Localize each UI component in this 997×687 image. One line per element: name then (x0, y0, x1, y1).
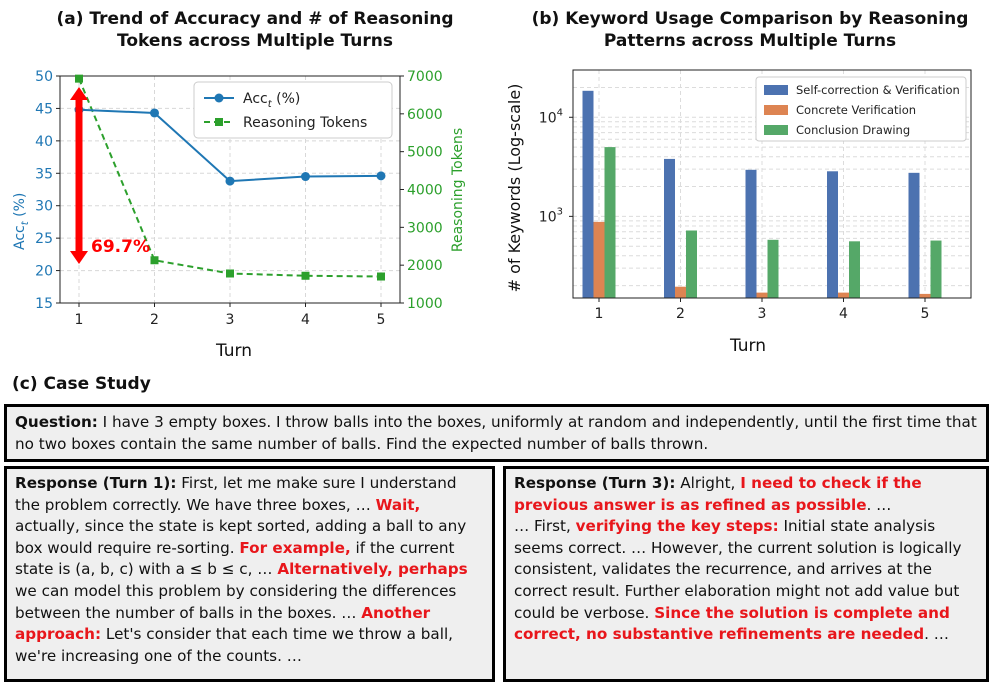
question-text: I have 3 empty boxes. I throw balls into the boxes, uniformly at random and independently, until the first time that no two boxes contain the same number of balls. Find the expected number of balls thrown. (15, 413, 977, 453)
bar (583, 91, 594, 298)
left-ticks (35, 69, 60, 312)
y-tick-label (539, 107, 563, 126)
bar (920, 294, 931, 298)
y-tick-base: 10 (538, 209, 557, 226)
turn3-highlight-since: Since the solution is complete and correct, no substantive refinements are needed (514, 603, 950, 644)
bar (931, 241, 942, 298)
acc-point (226, 177, 235, 186)
accuracy-tokens-chart (0, 60, 490, 370)
y2-tick-label: 2000 (407, 258, 443, 275)
x-tick-label: 3 (757, 306, 767, 322)
y-tick-exponent: 3 (556, 206, 563, 218)
bar (675, 287, 686, 298)
legend-tokens-marker (215, 118, 223, 126)
arrow-head-bottom (70, 251, 88, 264)
turn3-text-5: . … (924, 625, 949, 644)
y2-tick-label: 7000 (407, 69, 443, 85)
tokens-point (302, 272, 310, 280)
x-tick-label: 2 (150, 312, 159, 328)
turn1-text-2: actually, since the state is kept sorted, adding a ball to any box would require re-sorting. (15, 517, 467, 557)
x-tick-label: 3 (225, 312, 235, 328)
bar (827, 171, 838, 298)
turn1-highlight-wait: Wait, (375, 495, 421, 514)
turn3-text-3: … First, (514, 517, 576, 536)
turn1-text-4: we can model this problem by considering the differences between the number of balls in the boxes. … (15, 581, 457, 622)
legend-label: Concrete Verification (796, 103, 917, 117)
y-tick-label: 35 (35, 166, 53, 183)
panel-a-title-line1: (a) Trend of Accuracy and # of Reasoning (56, 9, 454, 29)
legend-label: Conclusion Drawing (796, 123, 911, 137)
panel-b-title-line2: Patterns across Multiple Turns (603, 31, 897, 51)
legend-swatch (764, 105, 788, 115)
turn3-highlight-verifying: verifying the key steps: (575, 517, 779, 536)
y-tick-label: 20 (35, 263, 53, 280)
y-tick-base: 10 (538, 110, 557, 127)
bar (757, 293, 768, 298)
turn1-text-5: Let's consider that each time we throw a ball, we're increasing one of the counts. … (15, 625, 453, 665)
panel-b-title (505, 8, 995, 52)
bar (605, 147, 616, 298)
legend (194, 82, 392, 138)
legend-swatch (764, 125, 788, 135)
bar (909, 173, 920, 298)
turn3-highlight-check: I need to check if the previous answer is as refined as possible (514, 474, 922, 514)
legend-acc-sub: t (267, 99, 272, 110)
left-axis-label (12, 193, 31, 250)
turn3-text-4: Initial state analysis seems correct. … However, the current solution is logically consistent, validates the recurrence, and arrives at the correct result. Further elaboration might not add value but could be verbose. (514, 517, 962, 622)
x-ticks (75, 303, 386, 328)
y-tick-label: 30 (35, 198, 53, 215)
x-tick-label: 4 (839, 306, 848, 322)
question-label: Question: (15, 413, 98, 431)
y-tick-label: 40 (35, 133, 53, 150)
bar (686, 230, 697, 298)
x-tick-label: 5 (376, 312, 386, 328)
acc-point (377, 171, 386, 180)
turn1-label: Response (Turn 1): (15, 474, 177, 492)
turn1-text-1: First, let me make sure I understand the problem correctly. We have three boxes, … (15, 474, 457, 514)
turn1-highlight-another: Another approach: (15, 603, 431, 644)
turn1-highlight-example: For example, (239, 538, 351, 557)
annotation (70, 87, 150, 264)
x-tick-label: 1 (594, 306, 604, 322)
keyword-usage-chart (498, 60, 997, 370)
x-tick-label: 5 (920, 306, 930, 322)
y-tick-label: 15 (35, 296, 53, 312)
panel-b-title-line1: (b) Keyword Usage Comparison by Reasoning (531, 9, 969, 29)
arrow-shaft (76, 98, 83, 253)
left-axis-label-unit: (%) (12, 192, 28, 222)
legend-acc-marker (215, 94, 224, 103)
y-tick-exponent: 4 (556, 107, 563, 119)
annotation-label: 69.7% (91, 237, 150, 257)
turn3-text-1: Alright, (675, 474, 741, 492)
x-tick-label: 4 (301, 312, 310, 328)
bar (594, 222, 605, 298)
turn3-text-2: . … (866, 495, 892, 514)
x-axis-label: Turn (215, 341, 253, 361)
bar (746, 170, 757, 298)
bar (768, 240, 779, 298)
acc-point (301, 172, 310, 181)
legend-label: Self-correction & Verification (796, 83, 960, 97)
y-tick-label: 25 (35, 231, 53, 248)
bar (849, 241, 860, 298)
turn1-text-3: if the current state is (a, b, c) with a ≤ b ≤ c, … (15, 538, 455, 579)
panel-a-title-line2: Tokens across Multiple Turns (117, 31, 393, 51)
tokens-point (75, 75, 83, 83)
bar (664, 159, 675, 298)
y2-tick-label: 3000 (407, 220, 443, 237)
panel-a-title (20, 8, 490, 52)
y2-tick-label: 6000 (407, 106, 443, 123)
y2-tick-label: 4000 (407, 182, 443, 199)
legend-acc-base: Acc (243, 91, 268, 107)
left-axis-label-sub: t (20, 221, 31, 226)
tokens-point (226, 269, 234, 277)
case-study-title: (c) Case Study (12, 374, 151, 394)
right-ticks (400, 69, 443, 312)
turn1-highlight-alternatively: Alternatively, perhaps (277, 560, 468, 579)
bar (838, 293, 849, 298)
x-tick-label: 2 (676, 306, 685, 322)
y-tick-label (539, 206, 563, 225)
y-tick-label: 45 (35, 101, 53, 118)
question-box (4, 404, 989, 462)
response-turn1-box (4, 466, 495, 682)
right-axis-label: Reasoning Tokens (450, 127, 466, 253)
tokens-point (151, 256, 159, 264)
y-ticks (539, 107, 573, 225)
y2-tick-label: 1000 (407, 296, 443, 312)
legend (756, 77, 966, 141)
y2-tick-label: 5000 (407, 144, 443, 161)
y-axis-label: # of Keywords (Log-scale) (505, 83, 524, 293)
left-axis-label-base: Acc (12, 225, 28, 250)
tokens-point (377, 273, 385, 281)
legend-tokens-label: Reasoning Tokens (243, 115, 368, 131)
turn3-label: Response (Turn 3): (514, 474, 676, 492)
legend-acc-unit: (%) (271, 91, 301, 107)
x-tick-label: 1 (74, 312, 84, 328)
legend-swatch (764, 85, 788, 95)
y-tick-label: 50 (35, 69, 53, 85)
response-turn3-box (503, 466, 989, 682)
x-axis-label: Turn (729, 336, 767, 356)
x-ticks (595, 298, 930, 322)
acc-point (150, 108, 159, 117)
